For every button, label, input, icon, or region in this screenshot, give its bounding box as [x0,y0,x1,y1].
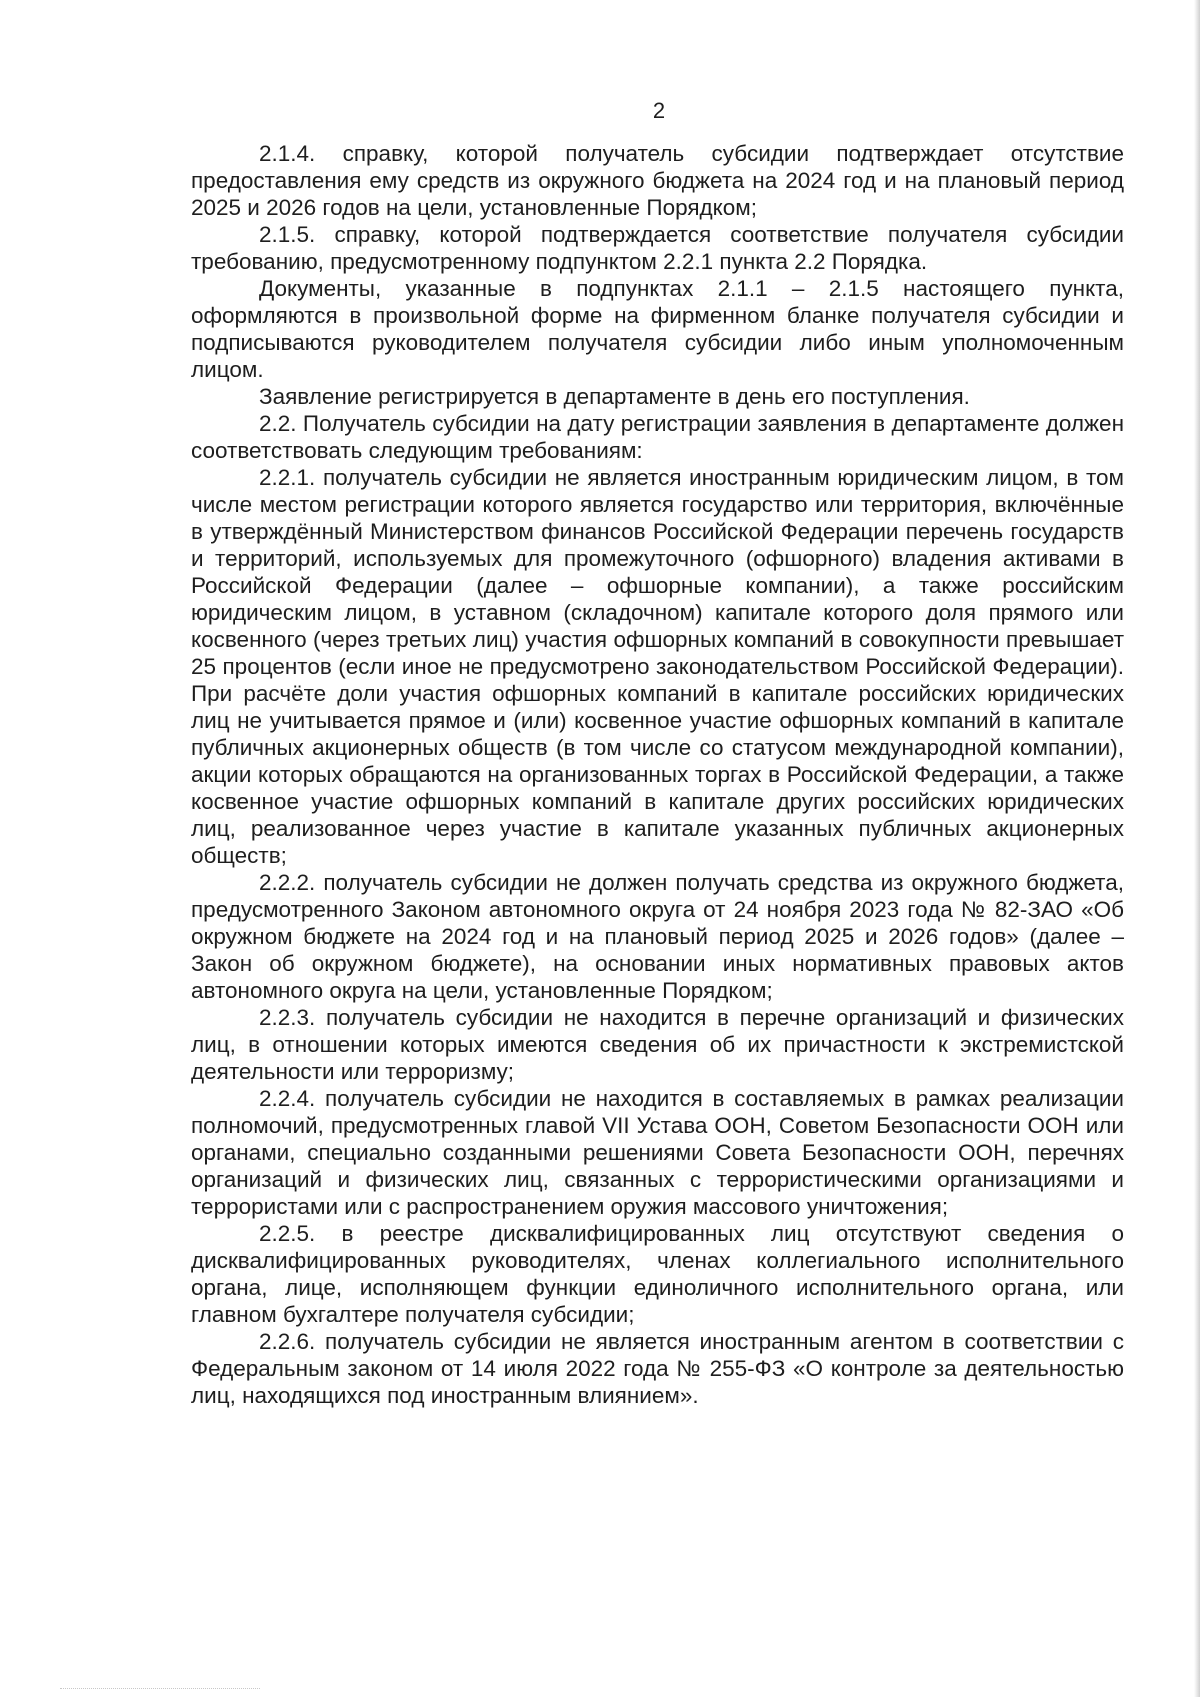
paragraph-registration-note: Заявление регистрируется в департаменте в день его поступления. [259,384,970,409]
paragraph-2-2-4: 2.2.4. получатель субсидии не находится в составляемых в рамках реализации полномочий, предусмотренных главой VII Устава ООН, Советом Безопасности ООН или органами, специально созданными решениями Совета Безопасности ООН, перечнях организаций и физических лиц, связанных с террористическими организациями и террористами или с распространением оружия массового уничтожения; [191,1086,1124,1219]
paragraph-2-1-5: 2.1.5. справку, которой подтверждается соответствие получателя субсидии требованию, предусмотренному подпунктом 2.2.1 пункта 2.2 Порядка. [191,222,1124,274]
document-body [191,140,1124,1409]
paragraph-2-2: 2.2. Получатель субсидии на дату регистрации заявления в департаменте должен соответствовать следующим требованиям: [191,411,1124,463]
paragraph-2-2-2: 2.2.2. получатель субсидии не должен получать средства из окружного бюджета, предусмотренного Законом автономного округа от 24 ноября 2023 года № 82-ЗАО «Об окружном бюджете на 2024 год и на плановый период 2025 и 2026 годов» (далее – Закон об окружном бюджете), на основании иных нормативных правовых актов автономного округа на цели, установленные Порядком; [191,870,1124,1003]
paragraph-2-2-6: 2.2.6. получатель субсидии не является иностранным агентом в соответствии с Федеральным законом от 14 июля 2022 года № 255-ФЗ «О контроле за деятельностью лиц, находящихся под иностранным влиянием». [191,1329,1124,1408]
paragraph-documents-note: Документы, указанные в подпунктах 2.1.1 – 2.1.5 настоящего пункта, оформляются в произвольной форме на фирменном бланке получателя субсидии и подписываются руководителем получателя субсидии либо иным уполномоченным лицом. [191,276,1124,382]
paragraph-2-2-1: 2.2.1. получатель субсидии не является иностранным юридическим лицом, в том числе местом регистрации которого является государство или территория, включённые в утверждённый Министерством финансов Российской Федерации перечень государств и территорий, используемых для промежуточного (офшорного) владения активами в Российской Федерации (далее – офшорные компании), а также российским юридическим лицом, в уставном (складочном) капитале которого доля прямого или косвенного (через третьих лиц) участия офшорных компаний в совокупности превышает 25 процентов (если иное не предусмотрено законодательством Российской Федерации). При расчёте доли участия офшорных компаний в капитале российских юридических лиц не учитывается прямое и (или) косвенное участие офшорных компаний в капитале публичных акционерных обществ (в том числе со статусом международной компании), акции которых обращаются на организованных торгах в Российской Федерации, а также косвенное участие офшорных компаний в капитале других российских юридических лиц, реализованное через участие в капитале указанных публичных акционерных обществ; [191,465,1124,868]
paragraph-2-1-4: 2.1.4. справку, которой получатель субсидии подтверждает отсутствие предоставления ему средств из окружного бюджета на 2024 год и на плановый период 2025 и 2026 годов на цели, установленные Порядком; [191,141,1124,220]
page-number: 2 [652,98,666,123]
paragraph-2-2-5: 2.2.5. в реестре дисквалифицированных лиц отсутствуют сведения о дисквалифицированных руководителях, членах коллегиального исполнительного органа, лице, исполняющем функции единоличного исполнительного органа, или главном бухгалтере получателя субсидии; [191,1221,1124,1327]
paragraph-2-2-3: 2.2.3. получатель субсидии не находится в перечне организаций и физических лиц, в отношении которых имеются сведения об их причастности к экстремистской деятельности или терроризму; [191,1005,1124,1084]
scan-bottom-marks [60,1688,260,1692]
scan-page-edge [1194,0,1200,1697]
